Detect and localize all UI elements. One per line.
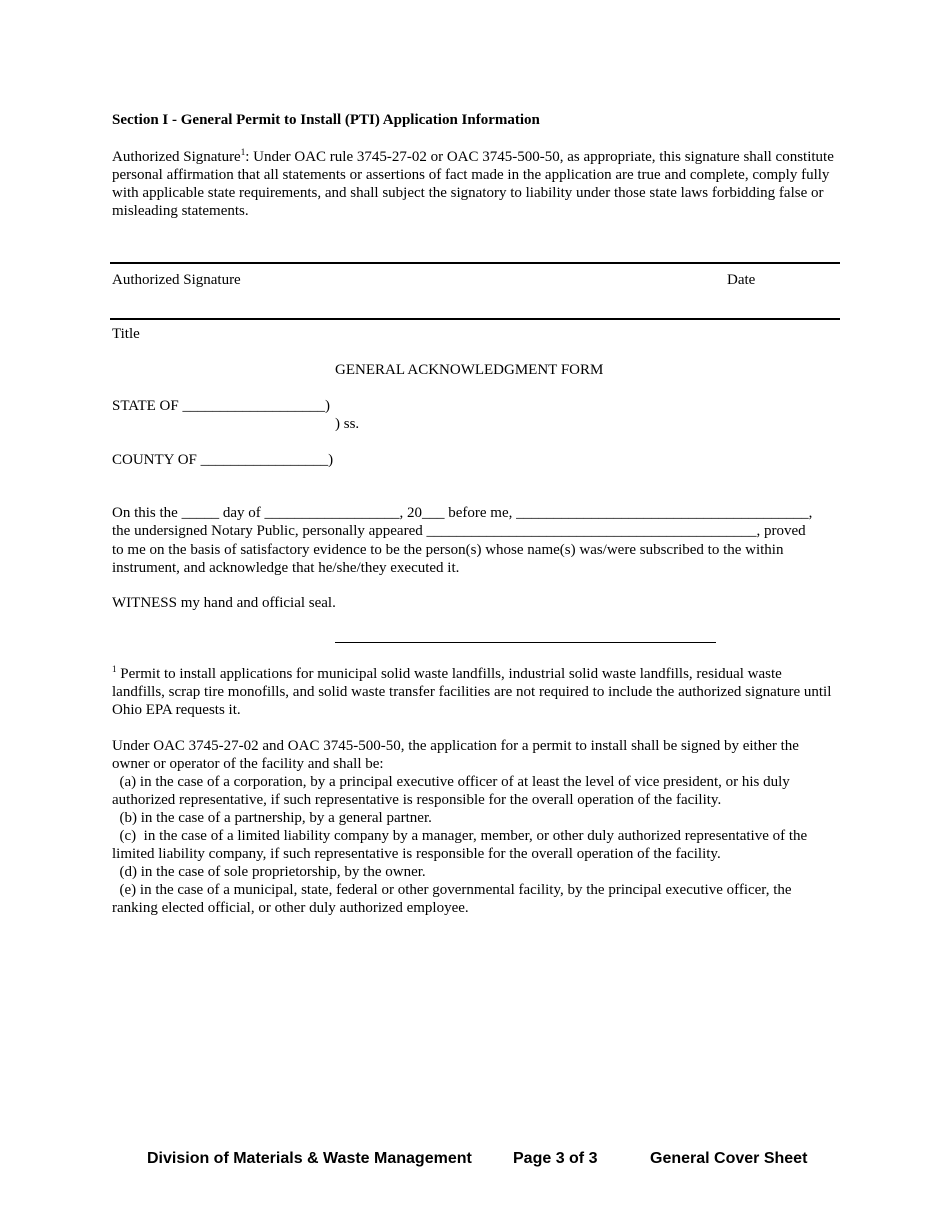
ss-marker: ) ss. [335,416,360,432]
authorized-signature-label: Authorized Signature [112,272,241,288]
state-of-field: STATE OF ___________________) [112,398,330,414]
acknowledgment-body-line-2: the undersigned Notary Public, personally appeared ____________________________________________, proved [112,523,806,539]
date-label: Date [727,272,756,288]
acknowledgment-heading: GENERAL ACKNOWLEDGMENT FORM [335,362,604,378]
footnote-text: Permit to install applications for municipal solid waste landfills, industrial solid waste landfills, residual waste landfills, scrap tire monofills, and solid waste transfer facilities are not required to include the authorized signature until Ohio EPA requests it. [112,666,832,718]
notary-signature-line [335,642,716,643]
footer-page-number: Page 3 of 3 [513,1150,598,1167]
footnote [112,665,838,719]
witness-statement: WITNESS my hand and official seal. [112,595,336,611]
footer-sheet-name: General Cover Sheet [650,1150,808,1167]
footnote-marker: 1 [112,664,117,674]
title-label: Title [112,326,140,342]
requirement-item-a: (a) in the case of a corporation, by a principal executive officer of at least the level of vice president, or his duly authorized representative, if such representative is responsible for the overall operation of the facility. [112,774,794,808]
requirement-item-b: (b) in the case of a partnership, by a general partner. [112,810,432,826]
title-line [110,318,840,320]
section-title: Section I - General Permit to Install (PTI) Application Information [112,112,540,128]
footer-division: Division of Materials & Waste Management [147,1150,472,1167]
authorized-signature-text: : Under OAC rule 3745-27-02 or OAC 3745-500-50, as appropriate, this signature shall constitute personal affirmation that all statements or assertions of fact made in the application are true and complete, comply fully with applicable state requirements, and shall subject the signatory to liability under those state laws forbidding false or misleading statements. [112,149,834,219]
authorized-signature-statement [112,148,838,220]
requirement-item-c: (c) in the case of a limited liability company by a manager, member, or other duly authorized representative of the limited liability company, if such representative is responsible for the overall operation of the facility. [112,828,811,862]
county-of-field: COUNTY OF _________________) [112,452,334,468]
authorized-signature-term: Authorized Signature [112,149,241,165]
requirements-intro: Under OAC 3745-27-02 and OAC 3745-500-50, the application for a permit to install shall be signed by either the owner or operator of the facility and shall be: [112,738,799,772]
requirement-item-e: (e) in the case of a municipal, state, federal or other governmental facility, by the principal executive officer, the ranking elected official, or other duly authorized employee. [112,882,796,916]
footnote-ref: 1 [240,147,246,157]
acknowledgment-body-line-1: On this the _____ day of __________________, 20___ before me, _______________________________________, [112,505,813,521]
signing-requirements [112,737,838,917]
acknowledgment-body-rest: to me on the basis of satisfactory evidence to be the person(s) whose name(s) was/were subscribed to the within instrument, and acknowledge that he/she/they executed it. [112,542,784,576]
requirement-item-d: (d) in the case of sole proprietorship, by the owner. [112,864,426,880]
signature-line [110,262,840,264]
